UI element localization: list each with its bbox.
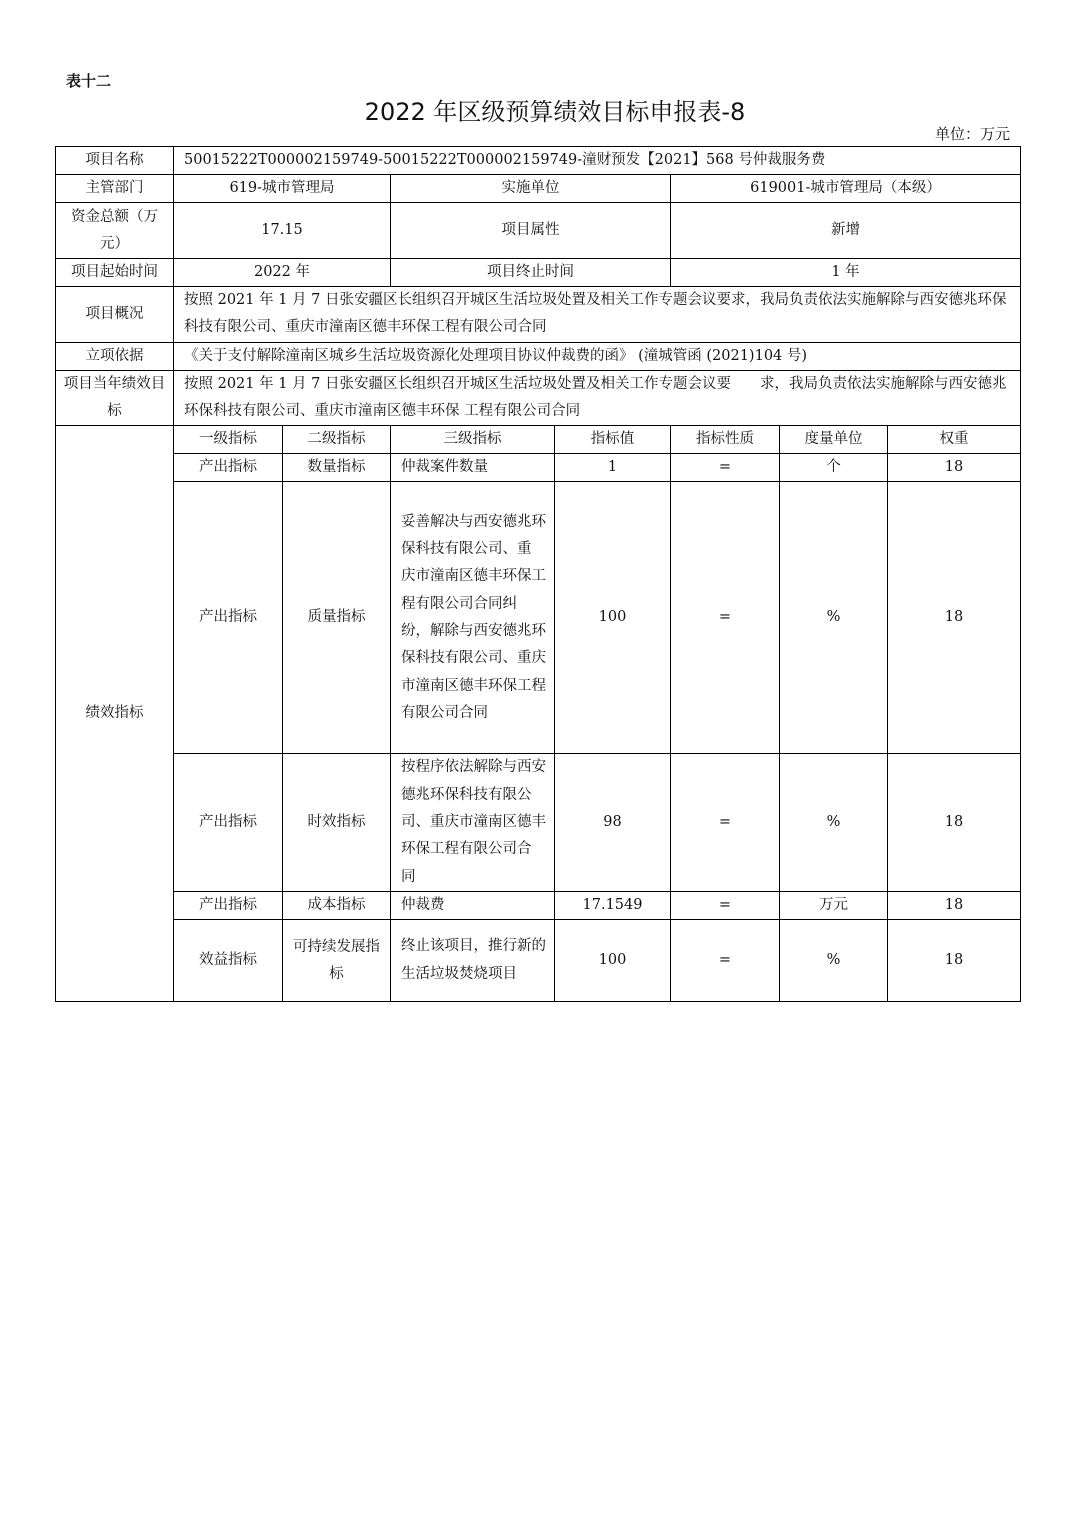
- table-row: [56, 754, 1021, 891]
- level1-cell: 产出指标: [174, 754, 283, 891]
- level2-cell: 质量指标: [283, 482, 391, 754]
- level3-cell: 按程序依法解除与西安德兆环保科技有限公 司、重庆市潼南区德丰环保工程有限公司合 同: [391, 754, 555, 891]
- overview-value: 按照 2021 年 1 月 7 日张安疆区长组织召开城区生活垃圾处置及相关工作专题会议要求，我局负责依法实施解除与西安德兆环保科技有限公司、重庆市潼南区德丰环保工程有限公司合同: [174, 287, 1021, 343]
- table-row: [56, 920, 1021, 1002]
- level2-cell: 时效指标: [283, 754, 391, 891]
- unit-cell: %: [780, 754, 888, 891]
- nature-cell: =: [671, 482, 780, 754]
- value-cell: 100: [555, 482, 671, 754]
- overview-label: 项目概况: [56, 287, 174, 343]
- level1-cell: 产出指标: [174, 454, 283, 482]
- level1-cell: 产出指标: [174, 891, 283, 919]
- weight-cell: 18: [888, 754, 1021, 891]
- goal-row: [56, 370, 1021, 426]
- implementing-unit-label: 实施单位: [391, 175, 671, 203]
- level3-cell: 终止该项目，推行新的生活垃圾焚烧项目: [391, 920, 555, 1002]
- table-row: [56, 891, 1021, 919]
- unit-cell: %: [780, 920, 888, 1002]
- value-cell: 17.1549: [555, 891, 671, 919]
- unit-cell: 万元: [780, 891, 888, 919]
- department-row: [56, 175, 1021, 203]
- level3-cell: 仲裁案件数量: [391, 454, 555, 482]
- implementing-unit-value: 619001-城市管理局（本级）: [671, 175, 1021, 203]
- start-time-label: 项目起始时间: [56, 259, 174, 287]
- level1-cell: 效益指标: [174, 920, 283, 1002]
- project-name-value: 50015222T000002159749-50015222T000002159749-潼财预发【2021】568 号仲裁服务费: [174, 147, 1021, 175]
- project-attribute-value: 新增: [671, 203, 1021, 259]
- header-unit: 度量单位: [780, 426, 888, 454]
- level1-cell: 产出指标: [174, 482, 283, 754]
- end-time-label: 项目终止时间: [391, 259, 671, 287]
- nature-cell: =: [671, 454, 780, 482]
- budget-performance-table: [55, 146, 1021, 1002]
- header-level2: 二级指标: [283, 426, 391, 454]
- end-time-value: 1 年: [671, 259, 1021, 287]
- department-value: 619-城市管理局: [174, 175, 391, 203]
- table-label: 表十二: [66, 72, 112, 90]
- level2-cell: 成本指标: [283, 891, 391, 919]
- value-cell: 1: [555, 454, 671, 482]
- header-value: 指标值: [555, 426, 671, 454]
- fund-total-label: 资金总额（万元）: [56, 203, 174, 259]
- value-cell: 100: [555, 920, 671, 1002]
- value-cell: 98: [555, 754, 671, 891]
- header-nature: 指标性质: [671, 426, 780, 454]
- department-label: 主管部门: [56, 175, 174, 203]
- page-title: 2022 年区级预算绩效目标申报表-8: [364, 98, 746, 126]
- unit-label: 单位：万元: [934, 125, 1010, 143]
- level2-cell: 可持续发展指标: [283, 920, 391, 1002]
- level3-cell: 仲裁费: [391, 891, 555, 919]
- project-attribute-label: 项目属性: [391, 203, 671, 259]
- nature-cell: =: [671, 891, 780, 919]
- basis-value: 《关于支付解除潼南区城乡生活垃圾资源化处理项目协议仲裁费的函》 (潼城管函 (2021)104 号): [174, 342, 1021, 370]
- start-time-value: 2022 年: [174, 259, 391, 287]
- nature-cell: =: [671, 754, 780, 891]
- project-name-label: 项目名称: [56, 147, 174, 175]
- fund-row: [56, 203, 1021, 259]
- indicators-section-label: 绩效指标: [56, 426, 174, 1002]
- table-row: [56, 482, 1021, 754]
- fund-total-value: 17.15: [174, 203, 391, 259]
- unit-cell: %: [780, 482, 888, 754]
- goal-label: 项目当年绩效目标: [56, 370, 174, 426]
- basis-label: 立项依据: [56, 342, 174, 370]
- basis-row: [56, 342, 1021, 370]
- project-name-row: [56, 147, 1021, 175]
- nature-cell: =: [671, 920, 780, 1002]
- weight-cell: 18: [888, 454, 1021, 482]
- overview-row: [56, 287, 1021, 343]
- level2-cell: 数量指标: [283, 454, 391, 482]
- weight-cell: 18: [888, 891, 1021, 919]
- table-row: [56, 454, 1021, 482]
- weight-cell: 18: [888, 482, 1021, 754]
- indicator-header-row: [56, 426, 1021, 454]
- goal-value: 按照 2021 年 1 月 7 日张安疆区长组织召开城区生活垃圾处置及相关工作专题会议要 求，我局负责依法实施解除与西安德兆环保科技有限公司、重庆市潼南区德丰环保 工程有限公司合同: [174, 370, 1021, 426]
- level3-cell: 妥善解决与西安德兆环保科技有限公司、重 庆市潼南区德丰环保工程有限公司合同纠 纷，解除与西安德兆环保科技有限公司、重庆市潼南区德丰环保工程有限公司合同: [391, 482, 555, 754]
- header-weight: 权重: [888, 426, 1021, 454]
- period-row: [56, 259, 1021, 287]
- header-level3: 三级指标: [391, 426, 555, 454]
- weight-cell: 18: [888, 920, 1021, 1002]
- unit-cell: 个: [780, 454, 888, 482]
- header-level1: 一级指标: [174, 426, 283, 454]
